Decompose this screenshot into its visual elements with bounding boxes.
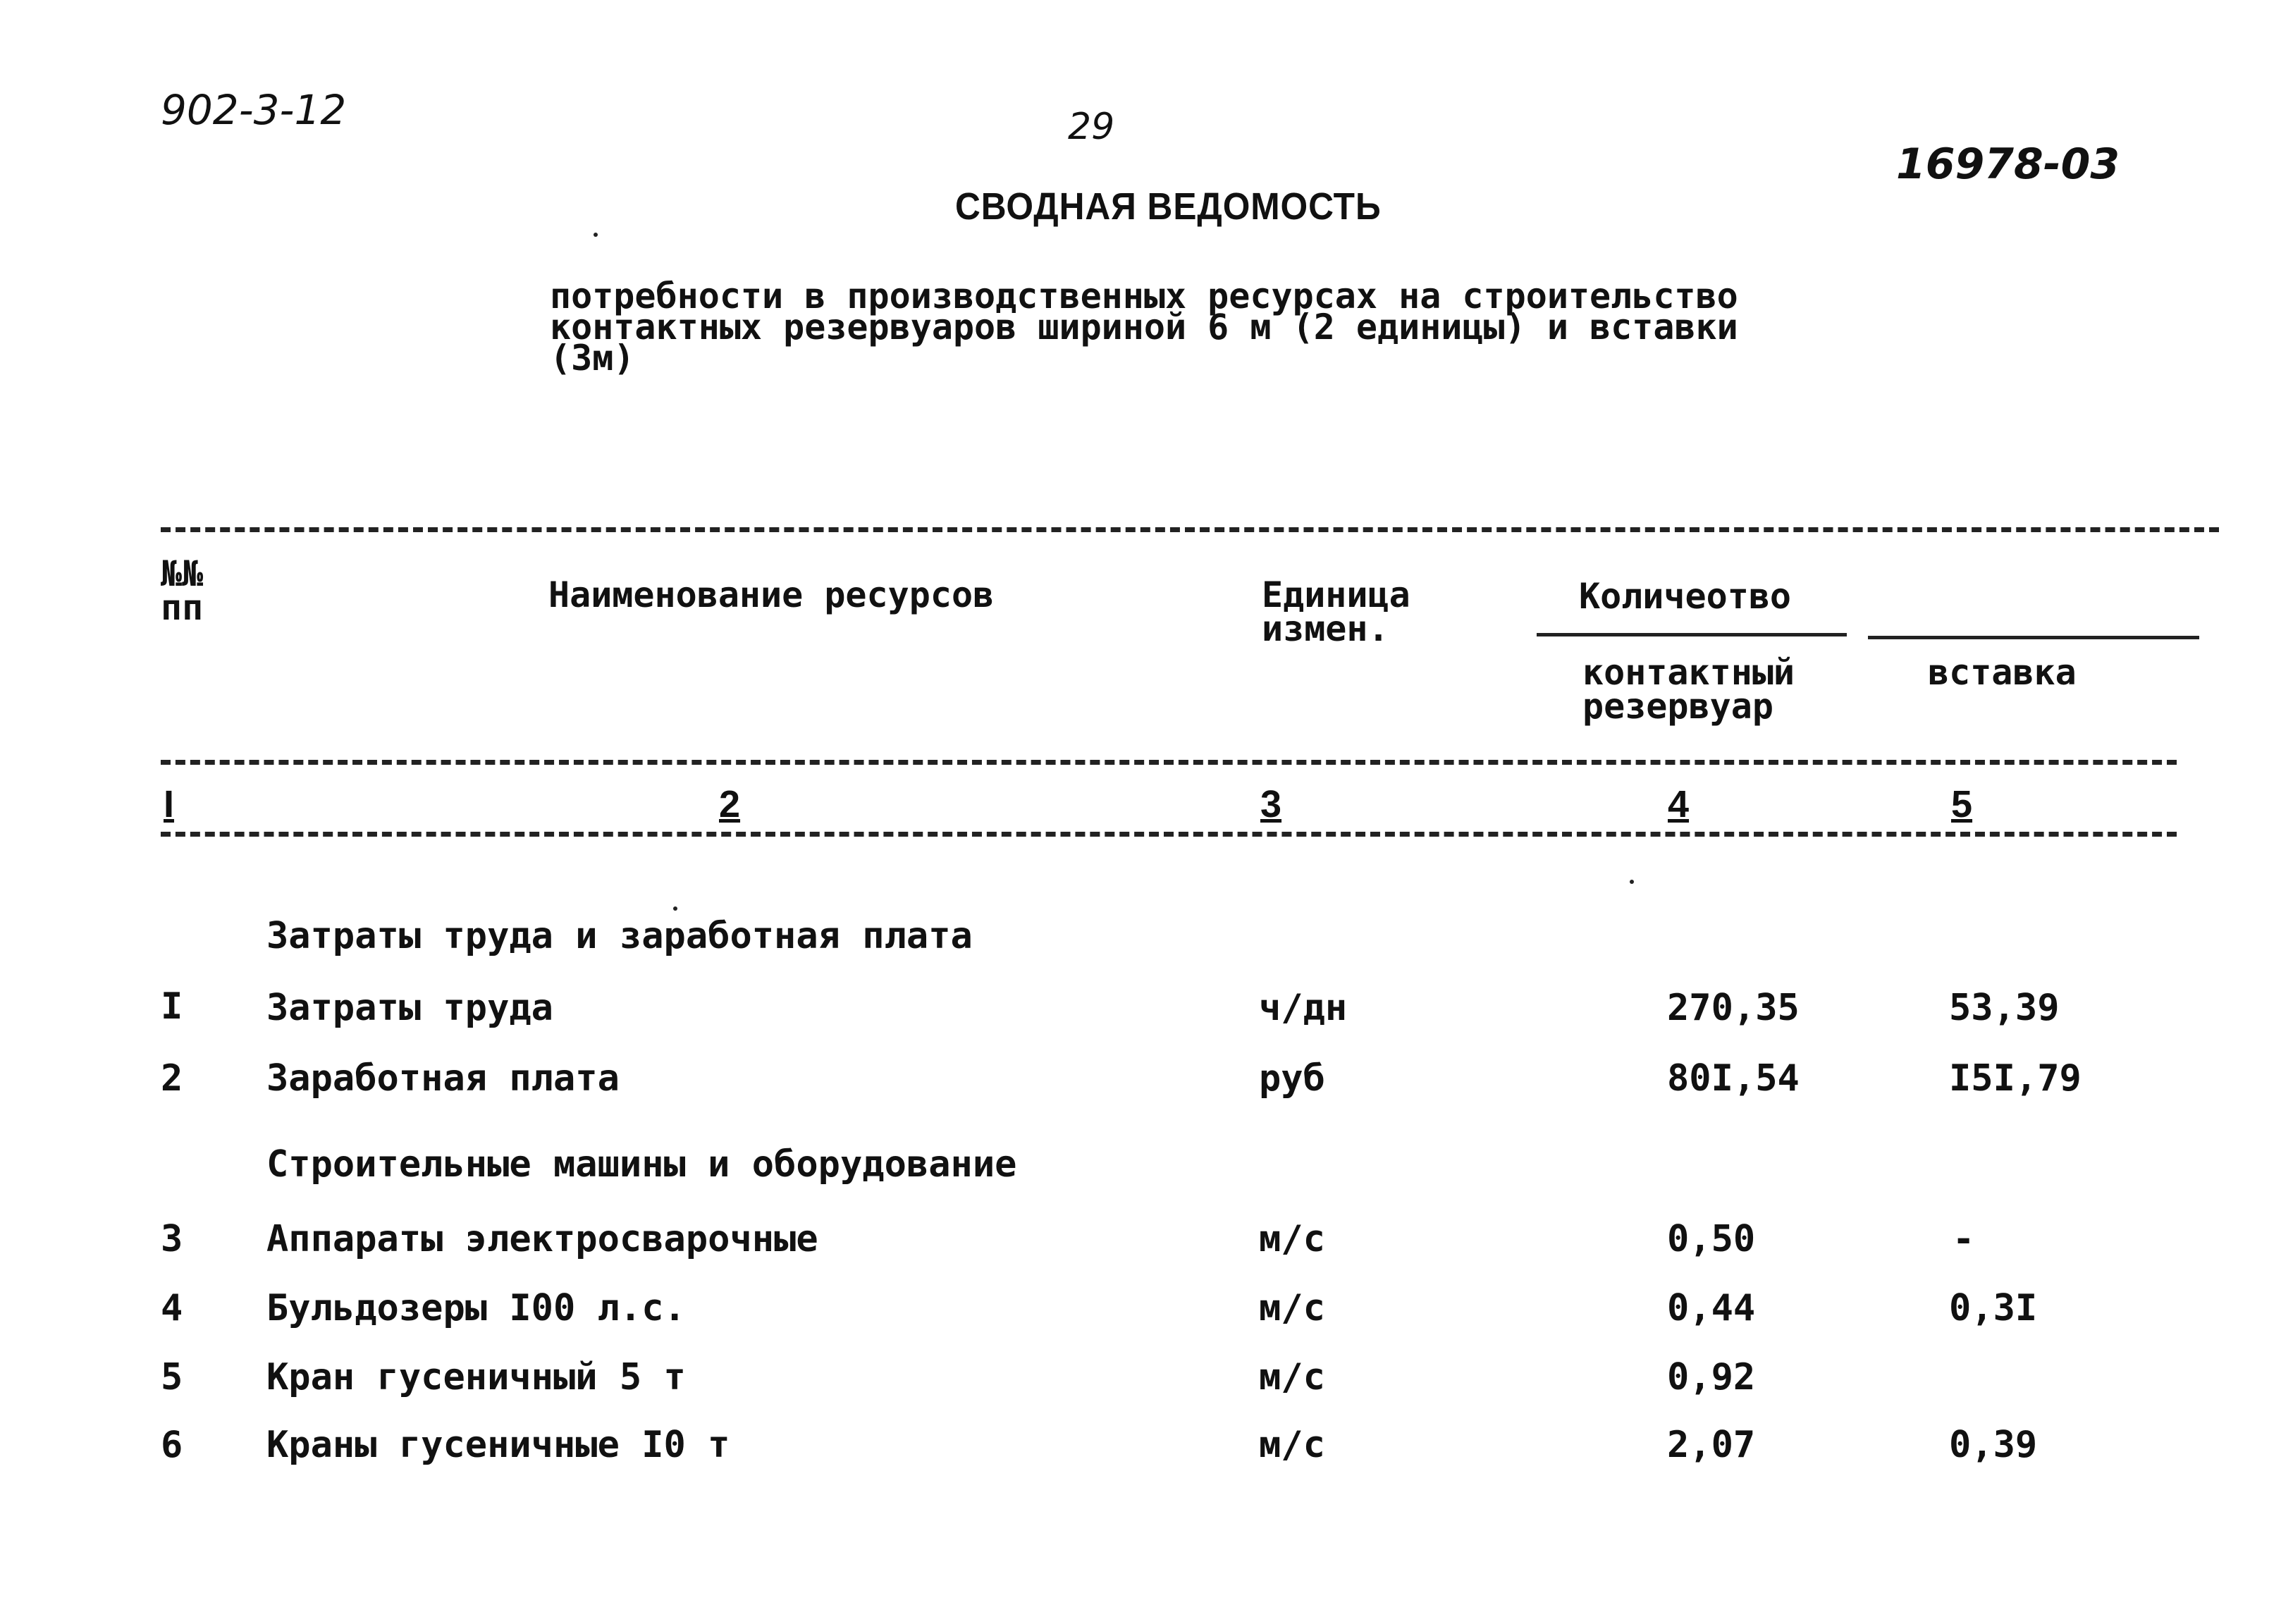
header-num bbox=[161, 553, 204, 628]
header-insert: вставка bbox=[1928, 652, 2077, 693]
header-bottom-rule bbox=[161, 760, 2177, 765]
inventory-number: 16978-03 bbox=[1896, 140, 2120, 189]
row-insert-value: 0,39 bbox=[1949, 1424, 2038, 1466]
header-quantity: Количеотво bbox=[1579, 576, 1792, 617]
header-num-line: №№ bbox=[161, 553, 204, 594]
header-unit-line: Единица bbox=[1262, 574, 1410, 615]
row-insert-value: 0,3I bbox=[1949, 1287, 2038, 1329]
row-reservoir-value: 0,92 bbox=[1667, 1356, 1756, 1398]
row-insert-value: - bbox=[1953, 1218, 1975, 1260]
scan-speck bbox=[594, 233, 598, 237]
subtitle-line: (3м) bbox=[550, 338, 635, 379]
column-number: 3 bbox=[1260, 783, 1282, 825]
row-unit: ч/дн bbox=[1259, 987, 1348, 1029]
row-reservoir-value: 2,07 bbox=[1667, 1424, 1756, 1466]
row-name: Краны гусеничные I0 т bbox=[266, 1424, 730, 1466]
subtitle-line: потребности в производственных ресурсах на строительство bbox=[550, 276, 1738, 316]
table-top-rule bbox=[161, 527, 2219, 532]
header-name: Наименование ресурсов bbox=[548, 574, 995, 615]
column-number: 2 bbox=[719, 783, 741, 825]
row-insert-value: I5I,79 bbox=[1949, 1057, 2082, 1100]
header-reservoir-line: резервуар bbox=[1582, 686, 1773, 727]
column-number: I bbox=[164, 783, 175, 825]
row-num: I bbox=[161, 985, 183, 1028]
document-code: 902-3-12 bbox=[161, 86, 347, 134]
quantity-rule-right bbox=[1868, 636, 2199, 639]
row-name: Кран гусеничный 5 т bbox=[266, 1356, 686, 1398]
header-unit-line: измен. bbox=[1262, 608, 1389, 649]
document-subtitle bbox=[550, 276, 1738, 379]
row-name: Аппараты электросварочные bbox=[266, 1218, 818, 1260]
column-numbers-rule bbox=[161, 832, 2177, 837]
row-unit: м/с bbox=[1259, 1287, 1325, 1329]
header-num-line: пп bbox=[161, 587, 204, 628]
document-title: СВОДНАЯ ВЕДОМОСТЬ bbox=[955, 185, 1382, 228]
subtitle-line: контактных резервуаров шириной 6 м (2 единицы) и вставки bbox=[550, 307, 1738, 347]
row-reservoir-value: 270,35 bbox=[1667, 987, 1800, 1029]
row-insert-value: 53,39 bbox=[1949, 987, 2060, 1029]
scan-speck bbox=[1630, 880, 1634, 884]
row-name: Бульдозеры I00 л.с. bbox=[266, 1287, 686, 1329]
row-reservoir-value: 80I,54 bbox=[1667, 1057, 1800, 1100]
scan-speck bbox=[673, 906, 677, 911]
section-title: Строительные машины и оборудование bbox=[266, 1143, 1017, 1186]
row-unit: м/с bbox=[1259, 1356, 1325, 1398]
row-num: 2 bbox=[161, 1057, 183, 1100]
row-num: 5 bbox=[161, 1356, 183, 1398]
column-number: 4 bbox=[1668, 783, 1690, 825]
row-unit: м/с bbox=[1259, 1218, 1325, 1260]
row-name: Заработная плата bbox=[266, 1057, 620, 1100]
row-reservoir-value: 0,50 bbox=[1667, 1218, 1756, 1260]
page-number: 29 bbox=[1068, 106, 1115, 148]
header-reservoir-line: контактный bbox=[1582, 652, 1795, 693]
row-name: Затраты труда bbox=[266, 987, 553, 1029]
row-num: 3 bbox=[161, 1218, 183, 1260]
column-number: 5 bbox=[1951, 783, 1973, 825]
row-reservoir-value: 0,44 bbox=[1667, 1287, 1756, 1329]
row-num: 6 bbox=[161, 1424, 183, 1466]
row-unit: м/с bbox=[1259, 1424, 1325, 1466]
quantity-rule-left bbox=[1537, 633, 1847, 636]
section-title: Затраты труда и заработная плата bbox=[266, 915, 973, 957]
header-unit bbox=[1262, 574, 1410, 649]
row-unit: руб bbox=[1259, 1057, 1325, 1100]
header-reservoir bbox=[1582, 652, 1795, 727]
row-num: 4 bbox=[161, 1287, 183, 1329]
